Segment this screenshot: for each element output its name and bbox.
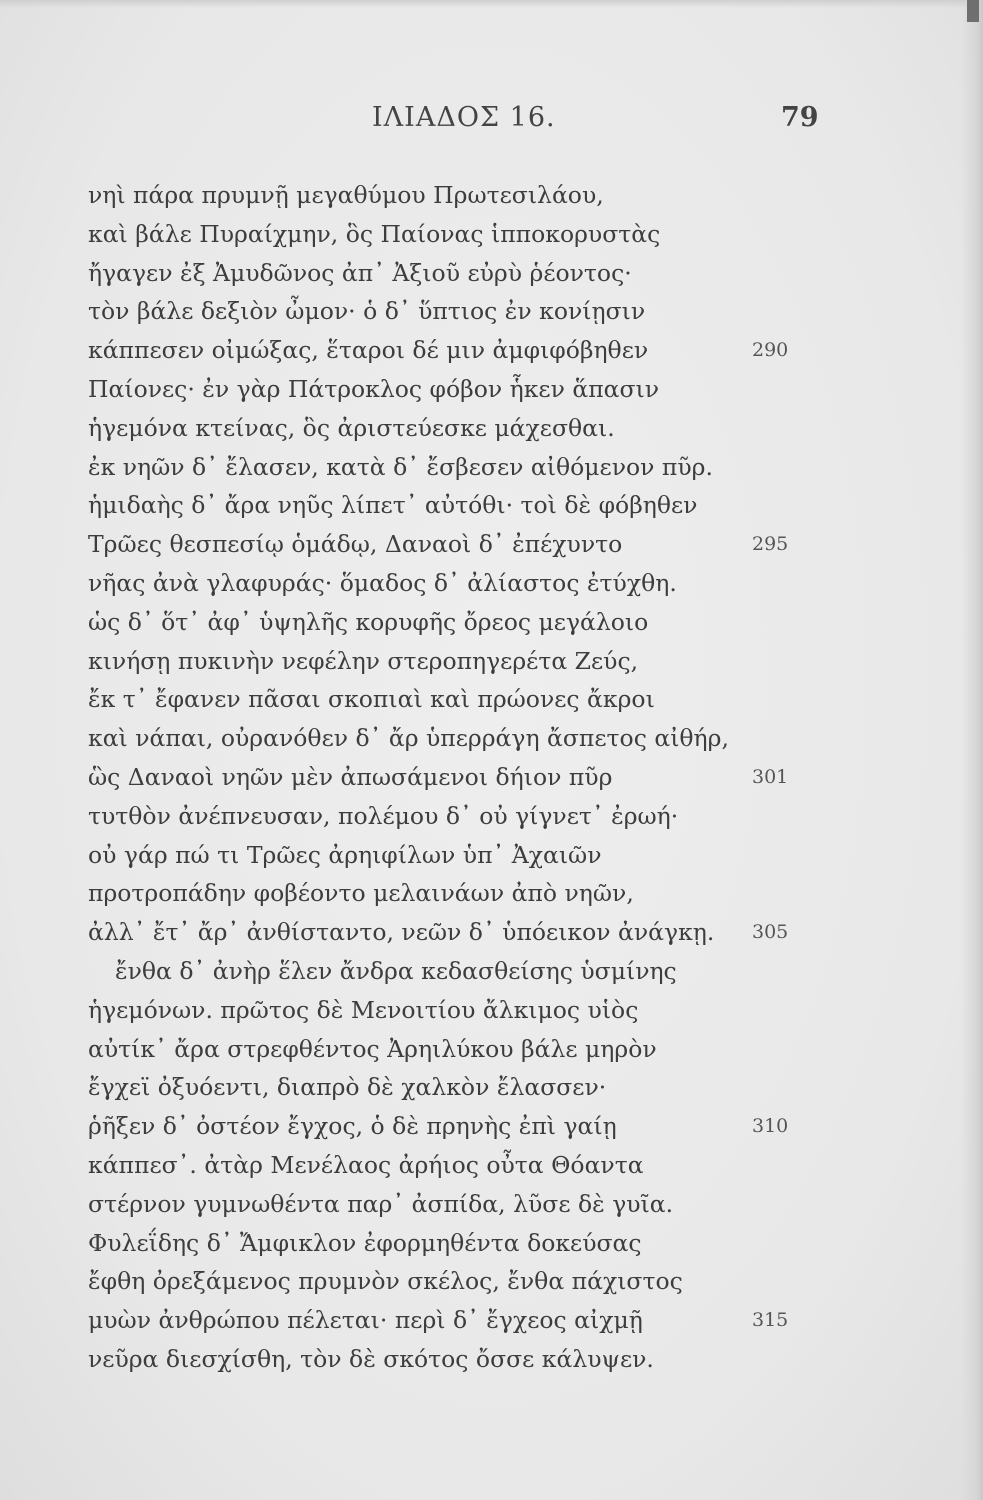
verse-line (88, 952, 828, 991)
verse-line (88, 448, 828, 487)
page-top-edge (0, 0, 983, 8)
verse-text: καὶ βάλε Πυραίχμην, ὃς Παίονας ἱπποκορυστὰς (88, 219, 661, 248)
verse-text: κινήσῃ πυκινὴν νεφέλην στεροπηγερέτα Ζεύς, (88, 646, 639, 675)
verse-text: ἔνθα δ᾽ ἀνὴρ ἕλεν ἄνδρα κεδασθείσης ὑσμίνης (115, 956, 677, 985)
verse-text: ὡς δ᾽ ὅτ᾽ ἀφ᾽ ὑψηλῆς κορυφῆς ὄρεος μεγάλοιο (88, 607, 649, 636)
verse-line (88, 1068, 828, 1107)
verse-text: στέρνον γυμνωθέντα παρ᾽ ἀσπίδα, λῦσε δὲ γυῖα. (88, 1189, 674, 1218)
verse-line (88, 370, 828, 409)
verse-text: προτροπάδην φοβέοντο μελαινάων ἀπὸ νηῶν, (88, 879, 634, 908)
verse-text: ἐκ νηῶν δ᾽ ἔλασεν, κατὰ δ᾽ ἔσβεσεν αἰθόμενον πῦρ. (88, 452, 713, 481)
verse-line (88, 1262, 828, 1301)
verse-line (88, 642, 828, 681)
verse-text: Παίονες· ἐν γὰρ Πάτροκλος φόβον ἧκεν ἅπασιν (88, 374, 660, 403)
page-right-edge (961, 0, 983, 1500)
verse-text: κάππεσ᾽. ἀτὰρ Μενέλαος ἀρήιος οὖτα Θόαντα (88, 1150, 644, 1179)
verse-line (88, 331, 828, 370)
verse-text: Φυλεΐδης δ᾽ Ἄμφικλον ἐφορμηθέντα δοκεύσας (88, 1228, 642, 1257)
verse-text: αὐτίκ᾽ ἄρα στρεφθέντος Ἀρηιλύκου βάλε μηρὸν (88, 1034, 657, 1063)
verse-text: κάππεσεν οἰμώξας, ἕταροι δέ μιν ἀμφιφόβηθεν (88, 336, 649, 365)
verse-line (88, 874, 828, 913)
verse-line (88, 1107, 828, 1146)
verse-text: νηὶ πάρα πρυμνῇ μεγαθύμου Πρωτεσιλάου, (88, 181, 604, 209)
verse-line (88, 254, 828, 293)
verse-line (88, 836, 828, 875)
verse-text: ἔφθη ὀρεξάμενος πρυμνὸν σκέλος, ἔνθα πάχιστος (88, 1267, 683, 1296)
page-header (0, 102, 983, 142)
verse-line (88, 913, 828, 952)
verse-line (88, 991, 828, 1030)
line-number: 315 (752, 1309, 789, 1332)
verse-text: ἡμιδαὴς δ᾽ ἄρα νηῦς λίπετ᾽ αὐτόθι· τοὶ δὲ φόβηθεν (88, 491, 698, 520)
verse-text: ῥῆξεν δ᾽ ὀστέον ἔγχος, ὁ δὲ πρηνὴς ἐπὶ γαίῃ (88, 1112, 617, 1141)
verse-text: ἤγαγεν ἐξ Ἀμυδῶνος ἀπ᾽ Ἀξιοῦ εὐρὺ ῥέοντος· (88, 258, 632, 287)
verse-line (88, 564, 828, 603)
verse-text: καὶ νάπαι, οὐρανόθεν δ᾽ ἄρ ὑπερράγη ἄσπετος αἰθήρ, (88, 724, 729, 753)
verse-text: ἔκ τ᾽ ἔφανεν πᾶσαι σκοπιαὶ καὶ πρώονες ἄκροι (88, 685, 655, 714)
line-number: 301 (752, 765, 789, 788)
verse-line (88, 1185, 828, 1224)
verse-line (88, 1301, 828, 1340)
verse-line (88, 1224, 828, 1263)
verse-text: ἡγεμόνων. πρῶτος δὲ Μενοιτίου ἄλκιμος υἱὸς (88, 995, 639, 1024)
verse-line (88, 758, 828, 797)
scan-corner-mark (967, 0, 979, 22)
verse-line (88, 409, 828, 448)
verse-text: νῆας ἀνὰ γλαφυράς· ὅμαδος δ᾽ ἀλίαστος ἐτύχθη. (88, 568, 677, 597)
line-number: 305 (752, 921, 789, 944)
verse-line (88, 486, 828, 525)
verse-line (88, 719, 828, 758)
verse-line (88, 1146, 828, 1185)
verse-line (88, 215, 828, 254)
verse-line (88, 176, 828, 215)
verse-line (88, 1340, 828, 1379)
running-title: ΙΛΙΑΔΟΣ 16. (372, 102, 556, 133)
verse-text: ὣς Δαναοὶ νηῶν μὲν ἀπωσάμενοι δήιον πῦρ (88, 762, 613, 791)
verse-list (88, 176, 828, 1379)
verse-line (88, 525, 828, 564)
line-number: 295 (752, 533, 789, 556)
verse-text: μυὼν ἀνθρώπου πέλεται· περὶ δ᾽ ἔγχεος αἰχμῇ (88, 1306, 643, 1335)
verse-line (88, 603, 828, 642)
verse-text: οὐ γάρ πώ τι Τρῶες ἀρηιφίλων ὑπ᾽ Ἀχαιῶν (88, 840, 602, 869)
verse-text: ἔγχεϊ ὀξυόεντι, διαπρὸ δὲ χαλκὸν ἔλασσεν· (88, 1073, 607, 1102)
verse-line (88, 1030, 828, 1069)
verse-line (88, 292, 828, 331)
verse-text: νεῦρα διεσχίσθη, τὸν δὲ σκότος ὄσσε κάλυψεν. (88, 1344, 654, 1373)
verse-text: ἡγεμόνα κτείνας, ὃς ἀριστεύεσκε μάχεσθαι. (88, 413, 615, 442)
verse-text: Τρῶες θεσπεσίῳ ὁμάδῳ, Δαναοὶ δ᾽ ἐπέχυντο (88, 530, 623, 559)
verse-line (88, 680, 828, 719)
line-number: 310 (752, 1115, 789, 1138)
verse-line (88, 797, 828, 836)
verse-text: ἀλλ᾽ ἔτ᾽ ἄρ᾽ ἀνθίσταντο, νεῶν δ᾽ ὑπόεικον ἀνάγκῃ. (88, 918, 715, 947)
page-number: 79 (781, 102, 819, 133)
verse-text: τὸν βάλε δεξιὸν ὦμον· ὁ δ᾽ ὕπτιος ἐν κονίῃσιν (88, 297, 646, 326)
verse-text: τυτθὸν ἀνέπνευσαν, πολέμου δ᾽ οὐ γίγνετ᾽ ἐρωή· (88, 801, 679, 830)
line-number: 290 (752, 339, 789, 362)
